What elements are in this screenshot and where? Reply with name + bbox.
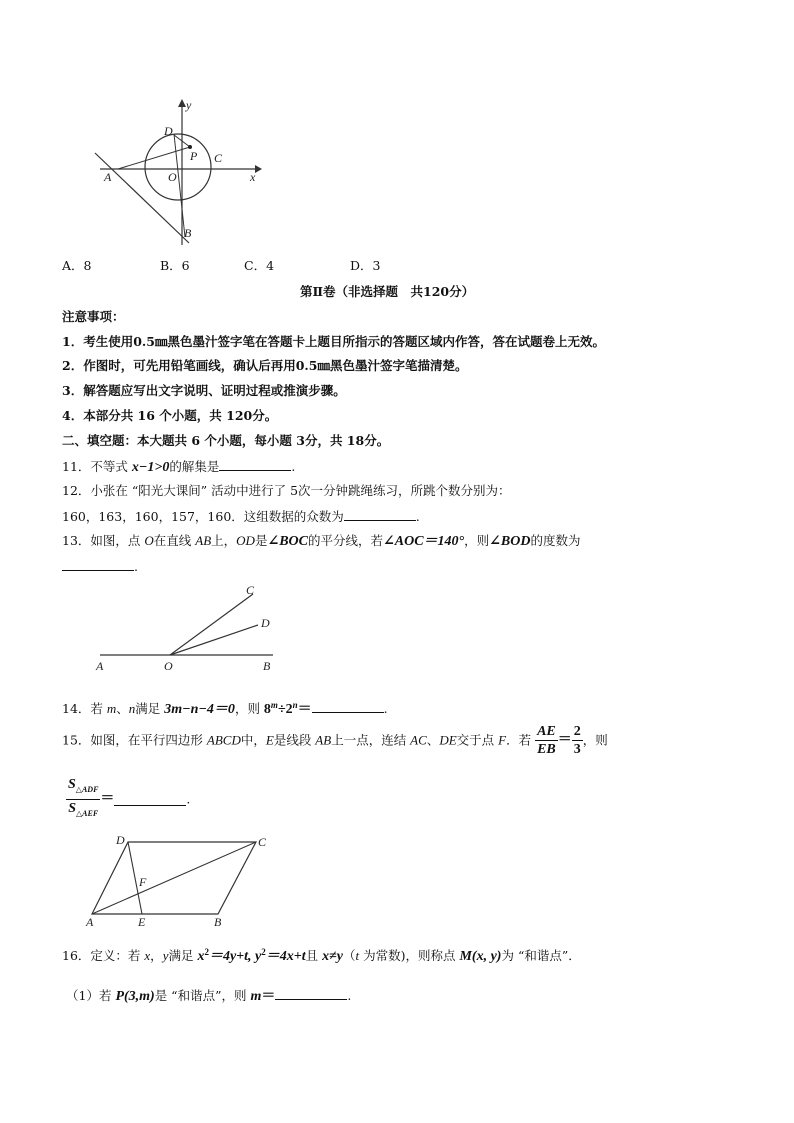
fig2-point-o: O [164, 659, 173, 673]
q12-text: 160，163，160，157，160．这组数据的众数为 [62, 509, 344, 524]
q16-t4: 为常数)，则称点 [359, 948, 460, 964]
q15-abcd: ABCD [206, 732, 241, 748]
q15-t6: ．若 [506, 732, 536, 748]
fig3-point-c: C [258, 835, 267, 849]
fig3-point-d: D [116, 833, 125, 847]
q16-neq: x≠y [322, 949, 344, 965]
q16-sep: ， [150, 948, 163, 964]
q16-t1: 16．定义：若 [62, 948, 145, 964]
question-16-part1 [66, 987, 351, 1005]
q16-x: x [144, 948, 151, 964]
circle-figure [90, 95, 270, 255]
note-item-1: 1．考生使用0.5㎜黑色墨汁签字笔在答题卡上题目所指示的答题区域内作答，答在试题卷上无效。 [62, 334, 605, 349]
q13-t6: ，则 [464, 533, 490, 548]
q15-frac-num: AE [537, 724, 556, 739]
question-13 [62, 533, 580, 550]
q13-t2: 在直线 [153, 533, 196, 548]
fig3-point-f: F [139, 875, 147, 889]
fig1-point-p: P [190, 149, 198, 163]
q11-text: 11．不等式 [62, 459, 132, 474]
q15-e: E [265, 732, 274, 748]
q16-1-t2: 是 “和谐点”，则 [154, 988, 251, 1003]
q14-m: m [106, 701, 117, 717]
question-15-line2 [66, 776, 190, 823]
q15-t7: ，则 [582, 732, 608, 748]
fig3-point-e: E [138, 915, 146, 929]
q13-t3: 上， [211, 533, 237, 548]
q13-t1: 13．如图，点 [62, 533, 145, 548]
fig1-x-label: x [250, 170, 256, 184]
q14-base-8: 8 [263, 702, 271, 718]
q15-t3: 是线段 [273, 732, 316, 748]
q15-ac: AC [410, 732, 427, 748]
fig1-point-c: C [214, 151, 223, 165]
q15-f: F [498, 732, 507, 748]
question-15 [62, 723, 608, 758]
q15-s-den: S [68, 800, 77, 816]
q15-fraction-ae-eb [535, 723, 558, 758]
q15-sep: 、 [426, 732, 440, 748]
q13-t5: 的平分线，若 [308, 533, 384, 548]
q13-angle-boc: ∠BOC [267, 534, 308, 549]
q15-frac2-den: 3 [573, 742, 581, 757]
q16-t: t [355, 948, 360, 964]
fig1-y-label: y [186, 98, 192, 112]
q11-text-post: 的解集是 [169, 459, 220, 474]
question-12-line2 [62, 508, 420, 525]
q16-eq2-sup: 2 [261, 947, 266, 957]
q14-n: n [128, 701, 136, 717]
q14-sep: 、 [116, 701, 129, 717]
q14-exp-m: m [270, 700, 278, 710]
q14-t3: ，则 [234, 701, 264, 717]
q14-t1: 14．若 [62, 701, 107, 717]
q15-t4: 上一点，连结 [331, 732, 411, 748]
q11-end: . [291, 459, 296, 474]
q12-answer-blank[interactable] [344, 508, 416, 521]
q14-exp-n: n [292, 700, 298, 710]
option-b: B．6 [160, 258, 190, 273]
note-item-4: 4．本部分共 16 个小题，共 120分。 [62, 408, 278, 423]
question-14 [62, 697, 388, 718]
q15-frac-den: EB [537, 742, 556, 757]
q13-t4: 是 [254, 533, 268, 548]
angle-figure [88, 580, 288, 676]
q16-1-point-p: P(3,m) [115, 989, 155, 1004]
q16-1-answer-blank[interactable] [275, 987, 347, 1000]
q15-s-den-sub: △AEF [76, 808, 99, 818]
q15-answer-blank[interactable] [114, 793, 186, 806]
q13-answer-blank[interactable] [62, 558, 134, 571]
fig1-point-d: D [164, 124, 173, 138]
fig2-point-a: A [96, 659, 104, 673]
q15-end: . [186, 791, 191, 807]
fig3-point-b: B [214, 915, 222, 929]
q14-div: ÷2 [277, 702, 293, 718]
q13-angle-bod: ∠BOD [489, 534, 531, 549]
q16-1-equals: ＝ [261, 989, 276, 1004]
q13-end: . [134, 559, 138, 574]
question-13-line2 [62, 558, 138, 575]
fig2-point-b: B [263, 659, 271, 673]
q13-angle-aoc: ∠AOC＝140° [383, 534, 465, 549]
q11-math: x−1>0 [131, 460, 170, 475]
q15-equals: ＝ [557, 732, 572, 748]
q16-and: 且 [305, 948, 323, 964]
section-title: 第Ⅱ卷（非选择题 共120分） [300, 284, 475, 299]
q16-point-m: M(x, y) [459, 949, 502, 965]
fig2-point-c: C [246, 583, 255, 597]
q14-equals: ＝ [297, 702, 312, 718]
q14-answer-blank[interactable] [312, 700, 384, 713]
q16-t3: （ [343, 948, 356, 964]
part2-heading: 二、填空题：本大题共 6 个小题，每小题 3分，共 18分。 [62, 433, 390, 448]
question-16 [62, 944, 581, 965]
q16-eq1-x: x [197, 949, 205, 965]
q16-t5: 为 “和谐点”． [501, 948, 581, 964]
option-a: A．8 [62, 258, 92, 273]
q14-equation: 3m−n−4＝0 [164, 702, 235, 718]
q15-ab: AB [315, 732, 332, 748]
q12-end: . [415, 509, 420, 524]
fig1-point-b: B [184, 226, 192, 240]
parallelogram-figure [84, 830, 274, 930]
q13-ab: AB [195, 533, 212, 548]
q15-equals-2: ＝ [100, 791, 115, 807]
q14-end: . [383, 701, 388, 717]
fig2-point-d: D [261, 616, 270, 630]
q16-1-t1: （1）若 [66, 988, 116, 1003]
q16-eq1-sup: 2 [204, 947, 209, 957]
q15-s-num: S [68, 777, 76, 792]
q16-t2: 满足 [168, 948, 198, 964]
option-d: D．3 [350, 258, 381, 273]
q11-answer-blank[interactable] [219, 458, 291, 471]
q15-s-num-sub: △ADF [75, 784, 99, 794]
q15-frac2-num: 2 [573, 724, 581, 739]
fig3-point-a: A [86, 915, 94, 929]
q14-t2: 满足 [135, 701, 165, 717]
note-item-2: 2．作图时，可先用铅笔画线，确认后再用0.5㎜黑色墨汁签字笔描清楚。 [62, 358, 468, 373]
q13-o: O [144, 533, 154, 548]
q16-eq2-rest: ＝4x+t [265, 949, 306, 965]
q15-t5: 交于点 [456, 732, 499, 748]
q16-eq1-rest: ＝4y+t, y [208, 949, 262, 965]
fig1-point-o: O [168, 170, 177, 184]
q15-t2: 中， [240, 732, 266, 748]
q13-od: OD [236, 533, 255, 548]
q15-t1: 15．如图，在平行四边形 [62, 732, 207, 748]
note-item-3: 3．解答题应写出文字说明、证明过程或推演步骤。 [62, 383, 346, 398]
question-11 [62, 458, 295, 476]
q13-t7: 的度数为 [530, 533, 581, 548]
q16-1-m: m [250, 989, 262, 1004]
q16-y: y [162, 948, 169, 964]
option-c: C．4 [244, 258, 275, 273]
q15-de: DE [439, 732, 457, 748]
notes-heading: 注意事项： [62, 309, 125, 324]
q16-1-end: . [347, 988, 352, 1003]
fig1-point-a: A [104, 170, 112, 184]
q15-fraction-2-3 [572, 723, 583, 758]
question-12-line1: 12．小张在 “阳光大课间” 活动中进行了 5次一分钟跳绳练习，所跳个数分别为： [62, 483, 511, 498]
q15-area-ratio [66, 776, 100, 823]
